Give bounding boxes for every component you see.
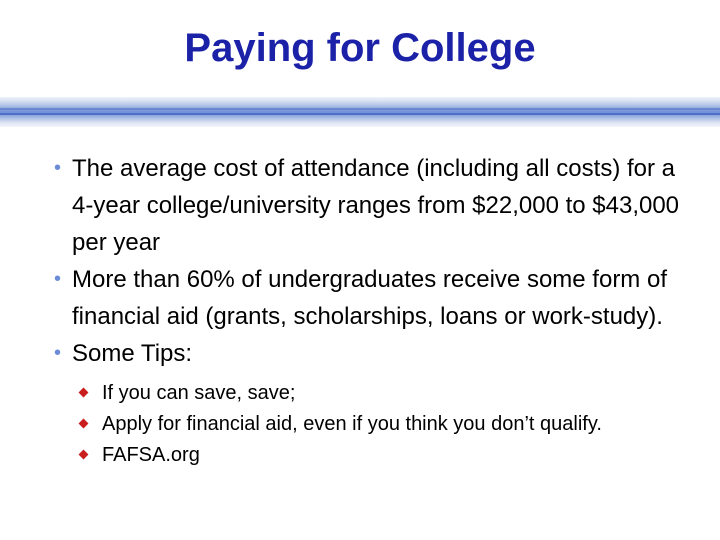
bullet-item: [54, 150, 694, 261]
title-divider-line: [0, 113, 720, 115]
sub-bullet-item: [54, 378, 694, 409]
slide-body: [54, 150, 694, 471]
tips-list: [54, 378, 694, 471]
sub-bullet-text: If you can save, save;: [102, 382, 296, 404]
sub-bullet-item: [54, 440, 694, 471]
bullet-text: More than 60% of undergraduates receive some form of financial aid (grants, scholarships, loans or work-study).: [72, 266, 667, 330]
bullet-item: [54, 261, 694, 335]
bullet-dot-icon: •: [54, 157, 62, 179]
title-divider-line: [0, 108, 720, 110]
diamond-bullet-icon: [79, 450, 89, 460]
slide-title: Paying for College: [184, 26, 536, 70]
bullet-text: Some Tips:: [72, 340, 193, 367]
sub-bullet-item: [54, 409, 694, 440]
bullet-item: [54, 335, 694, 372]
bullet-dot-icon: •: [54, 342, 62, 364]
title-divider-bar: [0, 97, 720, 127]
diamond-bullet-icon: [79, 419, 89, 429]
sub-bullet-text: Apply for financial aid, even if you think you don’t qualify.: [102, 413, 602, 435]
bullet-dot-icon: •: [54, 268, 62, 290]
bullet-text: The average cost of attendance (including all costs) for a 4-year college/university ranges from $22,000 to $43,000 per year: [72, 155, 680, 256]
diamond-bullet-icon: [79, 388, 89, 398]
sub-bullet-text: FAFSA.org: [102, 444, 200, 466]
